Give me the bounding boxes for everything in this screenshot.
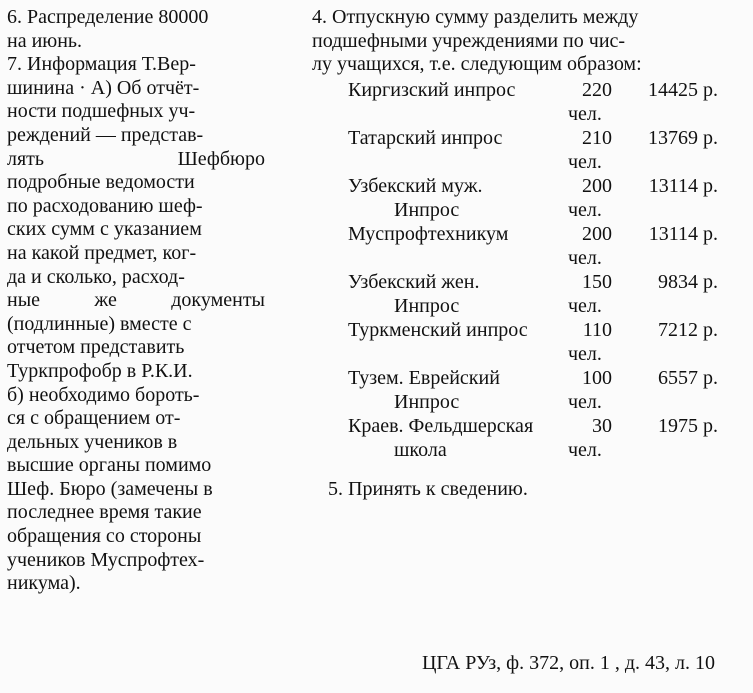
left-line: Туркпрофобр в Р.К.И.: [7, 359, 193, 382]
unit-label: чел.: [568, 198, 602, 221]
institution-name-cont: Инпрос: [394, 198, 460, 221]
left-line: никума).: [7, 572, 81, 595]
left-line: ся с обращением от-: [7, 407, 181, 430]
institution-name-cont: школа: [394, 438, 447, 461]
left-line: 6. Распределение 80000: [7, 6, 209, 28]
sum-amount: 14425 р.: [648, 79, 718, 101]
table-row: [348, 79, 718, 127]
student-count: 100: [582, 367, 612, 389]
institution-name: Тузем. Еврейский: [348, 367, 500, 389]
unit-label: чел.: [568, 438, 602, 461]
institution-name-cont: Инпрос: [394, 390, 460, 413]
intro-line: лу учащихся, т.е. следующим образом:: [312, 53, 642, 76]
sum-amount: 13114 р.: [648, 223, 718, 245]
table-row: [348, 319, 718, 367]
left-line: шинина · А) Об отчёт-: [7, 76, 200, 99]
sum-amount: 13114 р.: [648, 175, 718, 197]
left-line: по расходованию шеф-: [7, 194, 203, 217]
sum-amount: 7212 р.: [658, 319, 718, 341]
table-row: [348, 127, 718, 175]
unit-label: чел.: [568, 246, 602, 269]
table-row: [348, 223, 718, 271]
left-line: лять Шефбюро: [7, 147, 265, 170]
right-column: [312, 6, 742, 500]
left-line: ные же документы: [7, 289, 265, 312]
left-line: (подлинные) вместе с: [7, 312, 192, 335]
left-line: дельных учеников в: [7, 430, 178, 453]
left-line: подробные ведомости: [7, 171, 195, 194]
left-line: Шеф. Бюро (замечены в: [7, 477, 213, 500]
left-line: обращения со стороны: [7, 525, 202, 548]
left-line: да и сколько, расход-: [7, 265, 185, 288]
unit-label: чел.: [568, 390, 602, 413]
unit-label: чел.: [568, 342, 602, 365]
institution-name: Узбекский муж.: [348, 175, 483, 197]
institution-name: Татарский инпрос: [348, 127, 503, 149]
sum-amount: 13769 р.: [648, 127, 718, 149]
left-line: на июнь.: [7, 29, 83, 52]
left-line: ских сумм с указанием: [7, 218, 202, 241]
institution-name: Киргизский инпрос: [348, 79, 516, 101]
left-line: 7. Информация Т.Вер-: [7, 53, 196, 76]
intro-line: подшефными учреждениями по чис-: [312, 29, 626, 52]
table-row: [348, 367, 718, 415]
institution-name-cont: Инпрос: [394, 294, 460, 317]
item-five: 5. Принять к сведению.: [328, 478, 528, 500]
institution-name: Муспрофтехникум: [348, 223, 509, 245]
left-line: последнее время такие: [7, 501, 202, 524]
archive-reference: ЦГА РУз, ф. 372, оп. 1 , д. 43, л. 10: [421, 652, 715, 674]
left-line: на какой предмет, ког-: [7, 241, 197, 264]
student-count: 200: [582, 175, 612, 197]
left-line: б) необходимо бороть-: [7, 383, 200, 406]
unit-label: чел.: [568, 150, 602, 173]
allocation-table: [348, 79, 718, 463]
institution-name: Узбекский жен.: [348, 271, 480, 293]
table-row: [348, 415, 718, 463]
left-line: высшие органы помимо: [7, 454, 212, 477]
student-count: 210: [582, 127, 612, 149]
left-column: [7, 6, 265, 596]
left-line: учеников Муспрофтех-: [7, 548, 205, 571]
institution-name: Краев. Фельдшерская: [348, 415, 534, 437]
sum-amount: 6557 р.: [658, 367, 718, 389]
unit-label: чел.: [568, 294, 602, 317]
student-count: 110: [582, 319, 612, 341]
table-row: [348, 175, 718, 223]
student-count: 220: [582, 79, 612, 101]
intro-line: 4. Отпускную сумму разделить между: [312, 6, 639, 28]
table-row: [348, 271, 718, 319]
institution-name: Туркменский инпрос: [348, 319, 528, 341]
sum-amount: 9834 р.: [658, 271, 718, 293]
sum-amount: 1975 р.: [658, 415, 718, 437]
student-count: 200: [582, 223, 612, 245]
student-count: 30: [592, 415, 612, 437]
student-count: 150: [582, 271, 612, 293]
left-line: реждений — представ-: [7, 123, 204, 146]
unit-label: чел.: [568, 102, 602, 125]
left-line: ности подшефных уч-: [7, 100, 196, 123]
left-line: отчетом представить: [7, 336, 185, 359]
